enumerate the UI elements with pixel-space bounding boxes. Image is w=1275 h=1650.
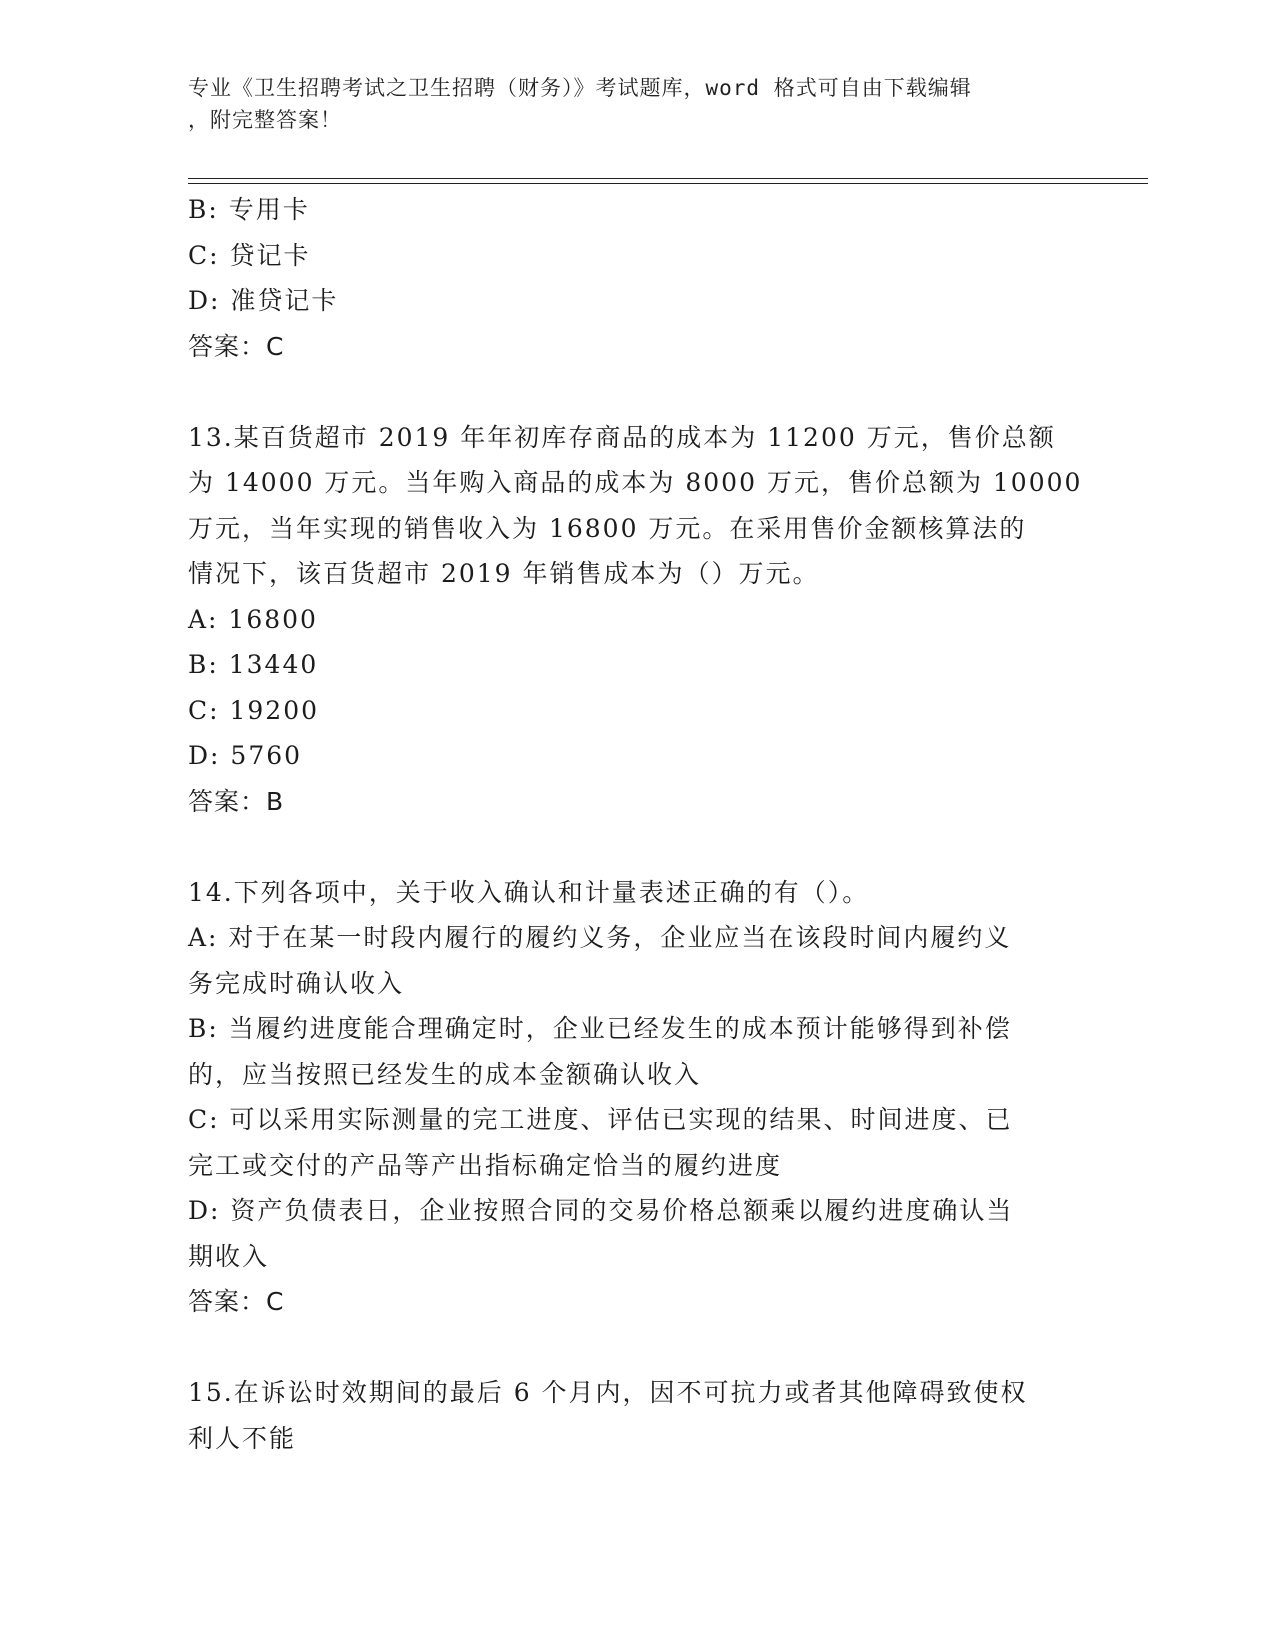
q14-text-line-1: 14.下列各项中，关于收入确认和计量表述正确的有（）。: [188, 877, 870, 907]
question-14: [188, 870, 1078, 1325]
q14-option-a-line-1: A: 对于在某一时段内履行的履约义务，企业应当在该段时间内履约义: [188, 923, 1012, 952]
q14-option-d-line-1: D: 资产负债表日，企业按照合同的交易价格总额乘以履约进度确认当: [188, 1196, 1014, 1225]
q14-option-b-line-2: 的，应当按照已经发生的成本金额确认收入: [188, 1059, 702, 1089]
q13-text-line-4: 情况下，该百货超市 2019 年销售成本为（）万元。: [188, 559, 820, 588]
question-content: [188, 187, 1083, 1461]
spacer: [188, 824, 1078, 870]
q14-option-c-line-2: 完工或交付的产品等产出指标确定恰当的履约进度: [188, 1150, 783, 1180]
q13-text-line-3: 万元，当年实现的销售收入为 16800 万元。在采用售价金额核算法的: [188, 513, 1027, 543]
q12-option-d: D: 准贷记卡: [188, 286, 339, 315]
q12-option-c: C: 贷记卡: [188, 240, 311, 270]
spacer: [188, 369, 1078, 415]
q13-answer: 答案：B: [188, 786, 285, 816]
q12-option-b: B: 专用卡: [188, 195, 310, 224]
q13-option-a: A: 16800: [188, 604, 318, 634]
q13-option-c: C: 19200: [188, 695, 320, 725]
spacer: [188, 1325, 1078, 1371]
header-line-1: 专业《卫生招聘考试之卫生招聘（财务）》考试题库，word 格式可自由下载编辑: [188, 76, 972, 100]
question-15: [188, 1370, 1078, 1461]
q13-text-line-1: 13.某百货超市 2019 年年初库存商品的成本为 11200 万元，售价总额: [188, 422, 1056, 452]
q14-option-b-line-1: B: 当履约进度能合理确定时，企业已经发生的成本预计能够得到补偿: [188, 1014, 1012, 1043]
document-header: [188, 72, 1068, 136]
q14-answer: 答案：C: [188, 1287, 285, 1316]
q13-option-b: B: 13440: [188, 650, 319, 679]
q13-option-d: D: 5760: [188, 741, 303, 770]
header-line-2: ，附完整答案！: [188, 108, 342, 132]
q13-text-line-2: 为 14000 万元。当年购入商品的成本为 8000 万元，售价总额为 10000: [188, 468, 1083, 497]
q14-option-a-line-2: 务完成时确认收入: [188, 968, 405, 998]
q12-answer: 答案：C: [188, 331, 285, 361]
q15-text-line-1: 15.在诉讼时效期间的最后 6 个月内，因不可抗力或者其他障碍致使权: [188, 1378, 1028, 1407]
q14-option-c-line-1: C: 可以采用实际测量的完工进度、评估已实现的结果、时间进度、已: [188, 1105, 1013, 1134]
header-rule-bottom: [188, 183, 1148, 184]
header-rule-top: [188, 178, 1148, 179]
question-13: [188, 415, 1083, 825]
q15-text-line-2: 利人不能: [188, 1423, 297, 1453]
question-12: [188, 187, 1078, 369]
q14-option-d-line-2: 期收入: [188, 1241, 270, 1271]
